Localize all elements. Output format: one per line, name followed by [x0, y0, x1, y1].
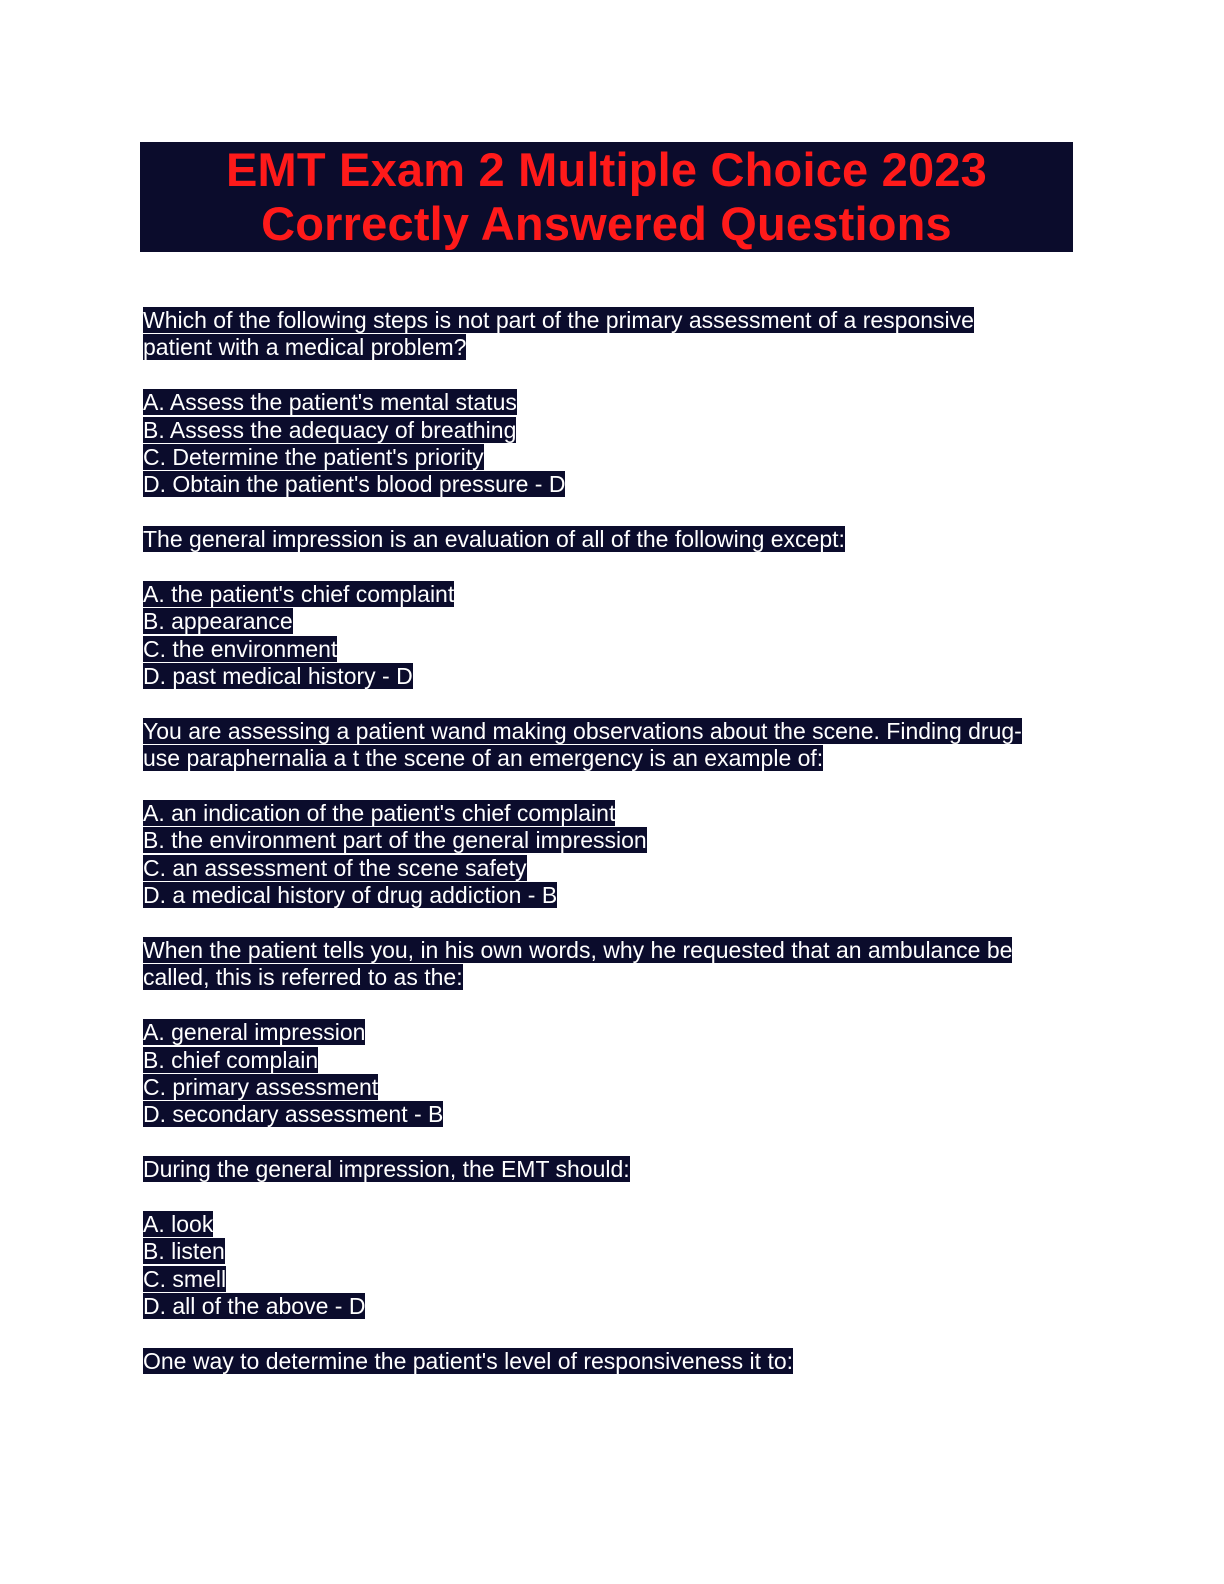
question-4-options [143, 1019, 1083, 1129]
question-text-line: patient with a medical problem? [143, 334, 467, 361]
option-a: A. look [143, 1210, 214, 1237]
question-text-line: use paraphernalia a t the scene of an emergency is an example of: [143, 745, 824, 772]
question-text-line: You are assessing a patient wand making observations about the scene. Finding drug- [143, 717, 1022, 744]
option-b: B. listen [143, 1238, 225, 1265]
option-b: B. the environment part of the general impression [143, 827, 647, 854]
question-3-stem [143, 718, 1083, 773]
option-c: C. smell [143, 1265, 227, 1292]
question-list [143, 307, 1083, 1403]
option-b: B. appearance [143, 608, 293, 635]
question-3-options [143, 800, 1083, 910]
option-a: A. general impression [143, 1019, 366, 1046]
question-text-line: One way to determine the patient's level of responsiveness it to: [143, 1347, 794, 1374]
question-text-line: The general impression is an evaluation of all of the following except: [143, 526, 845, 553]
question-5-options [143, 1211, 1083, 1321]
question-text-line: During the general impression, the EMT should: [143, 1156, 630, 1183]
title-line-2: Correctly Answered Questions [261, 197, 952, 250]
question-5-stem [143, 1156, 1083, 1183]
question-6-stem [143, 1348, 1083, 1375]
option-b: B. chief complain [143, 1046, 319, 1073]
document-title-banner [140, 142, 1073, 252]
option-d-with-answer: D. Obtain the patient's blood pressure - D [143, 471, 566, 498]
option-b: B. Assess the adequacy of breathing [143, 416, 517, 443]
option-d-with-answer: D. a medical history of drug addiction - B [143, 882, 558, 909]
option-c: C. the environment [143, 635, 338, 662]
question-1-stem [143, 307, 1083, 362]
option-a: A. the patient's chief complaint [143, 580, 455, 607]
question-2-options [143, 581, 1083, 691]
title-line-1: EMT Exam 2 Multiple Choice 2023 [225, 143, 988, 196]
option-c: C. primary assessment [143, 1073, 379, 1100]
question-text-line: called, this is referred to as the: [143, 964, 463, 991]
option-d-with-answer: D. all of the above - D [143, 1293, 366, 1320]
question-4-stem [143, 937, 1083, 992]
option-d-with-answer: D. secondary assessment - B [143, 1101, 444, 1128]
option-a: A. an indication of the patient's chief complaint [143, 800, 616, 827]
question-text-line: Which of the following steps is not part of the primary assessment of a responsive [143, 307, 974, 333]
question-1-options [143, 389, 1083, 499]
option-a: A. Assess the patient's mental status [143, 389, 517, 416]
question-2-stem [143, 526, 1083, 553]
option-d-with-answer: D. past medical history - D [143, 663, 413, 690]
question-text-line: When the patient tells you, in his own words, why he requested that an ambulance be [143, 936, 1013, 963]
option-c: C. an assessment of the scene safety [143, 854, 527, 881]
option-c: C. Determine the patient's priority [143, 443, 484, 470]
